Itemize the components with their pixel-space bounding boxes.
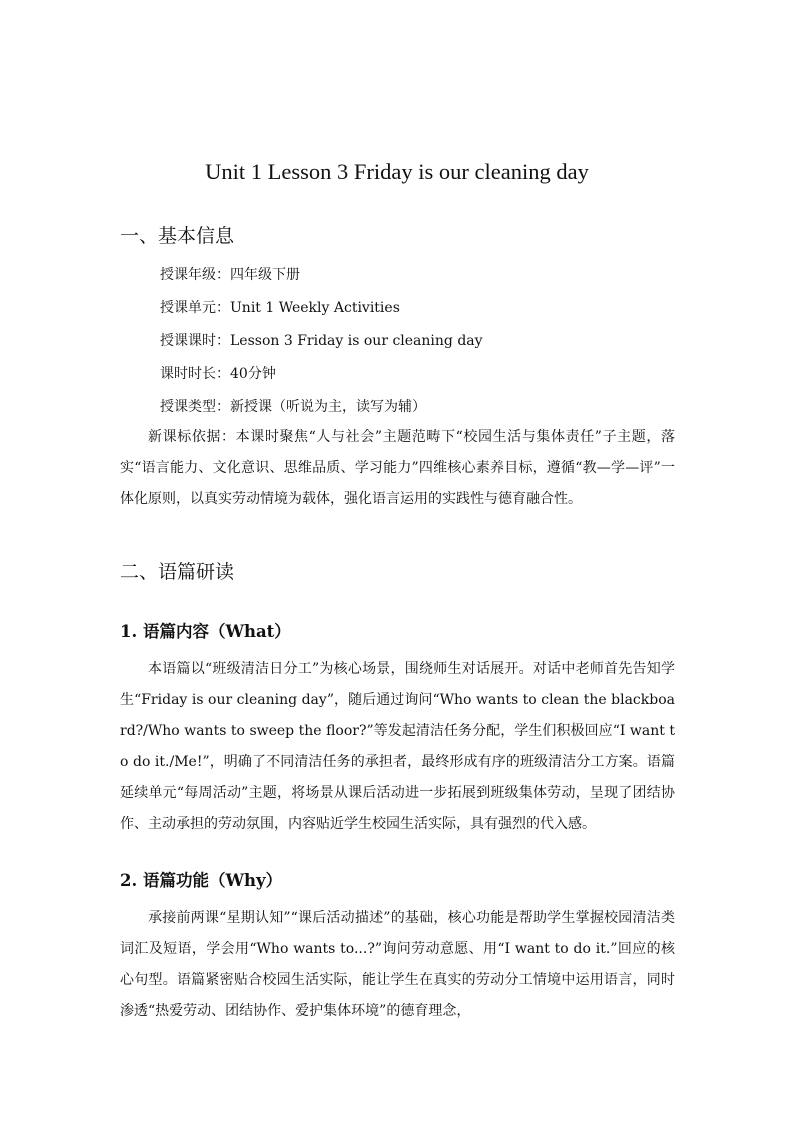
subheading-why: 2. 语篇功能（Why） <box>120 871 283 890</box>
subheading-what: 1. 语篇内容（What） <box>120 622 291 641</box>
info-lesson-label: 授课课时： <box>160 333 230 349</box>
section-heading-text-study: 二、语篇研读 <box>120 561 235 583</box>
info-unit-label: 授课单元： <box>160 300 230 316</box>
info-grade-label: 授课年级： <box>160 267 230 283</box>
info-lesson-value: Lesson 3 Friday is our cleaning day <box>230 333 483 349</box>
info-type <box>160 397 426 417</box>
document-title: Unit 1 Lesson 3 Friday is our cleaning day <box>205 159 589 184</box>
info-duration-label: 课时时长： <box>160 366 230 382</box>
section-heading-basic-info: 一、基本信息 <box>120 225 235 247</box>
info-lesson <box>160 331 483 351</box>
info-type-label: 授课类型： <box>160 399 230 415</box>
info-type-value: 新授课（听说为主，读写为辅） <box>230 399 426 415</box>
info-grade <box>160 265 300 285</box>
why-paragraph: 承接前两课“星期认知”“课后活动描述”的基础，核心功能是帮助学生掌握校园清洁类词汇及短语，学会用“Who wants to...?”询问劳动意愿、用“I want to do it.”回应的核心句型。语篇紧密贴合校园生活实际，能让学生在真实的劳动分工情境中运用语言，同时渗透“热爱劳动、团结协作、爱护集体环境”的德育理念， <box>120 910 675 1019</box>
curriculum-basis-paragraph: 新课标依据：本课时聚焦“人与社会”主题范畴下“校园生活与集体责任”子主题，落实“语言能力、文化意识、思维品质、学习能力”四维核心素养目标，遵循“教—学—评”一体化原则，以真实劳动情境为载体，强化语言运用的实践性与德育融合性。 <box>120 429 675 507</box>
info-duration-value: 40分钟 <box>230 366 276 382</box>
info-unit-value: Unit 1 Weekly Activities <box>230 300 400 316</box>
info-unit <box>160 298 400 318</box>
info-grade-value: 四年级下册 <box>230 267 300 283</box>
what-paragraph: 本语篇以“班级清洁日分工”为核心场景，围绕师生对话展开。对话中老师首先告知学生“Friday is our cleaning day”，随后通过询问“Who wants to clean the blackboard?/Who wants to sweep the floor?”等发起清洁任务分配，学生们积极回应“I want to do it./Me!”，明确了不同清洁任务的承担者，最终形成有序的班级清洁分工方案。语篇延续单元“每周活动”主题，将场景从课后活动进一步拓展到班级集体劳动，呈现了团结协作、主动承担的劳动氛围，内容贴近学生校园生活实际，具有强烈的代入感。 <box>120 661 675 832</box>
info-duration <box>160 364 276 384</box>
